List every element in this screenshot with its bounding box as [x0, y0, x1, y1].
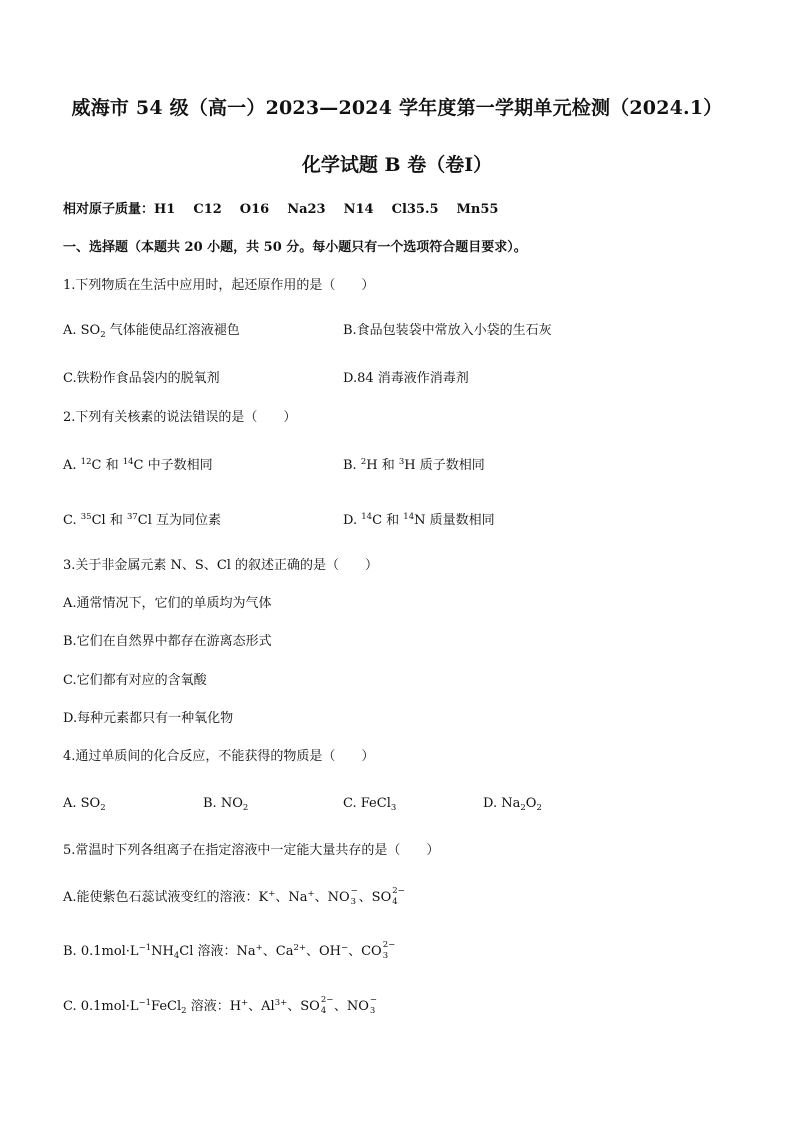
question-1-option-b: B.食品包装袋中常放入小袋的生石灰	[343, 323, 552, 338]
question-4-stem: 4.通过单质间的化合反应，不能获得的物质是（ ）	[63, 749, 375, 764]
question-5-option-a: A.能使紫色石蕊试液变红的溶液：K+、Na+、NO − 3 、SO 2− 4	[63, 886, 405, 907]
question-4-option-d: D. $Na_2O_2$	[483, 796, 542, 813]
question-4-option-a: A. $SO_2$	[63, 796, 106, 813]
question-1-option-a: A. $SO_2$ 气体能使品红溶液褪色	[63, 323, 240, 340]
question-4-option-c: C. FeCl$_3$	[343, 796, 397, 813]
atomic-mass-o: O16	[239, 202, 270, 217]
question-2-option-d: D. $^{14}$C 和 $^{14}$N 质量数相同	[343, 512, 495, 528]
question-5-stem: 5.常温时下列各组离子在指定溶液中一定能大量共存的是（ ）	[63, 843, 440, 858]
atomic-masses	[63, 201, 498, 219]
question-2-option-c: C. $^{35}$Cl 和 $^{37}$Cl 互为同位素	[63, 512, 222, 528]
question-3-option-d: D.每种元素都只有一种氧化物	[63, 711, 234, 726]
section-heading: 一、选择题（本题共 20 小题，共 50 分。每小题只有一个选项符合题目要求）。	[63, 240, 527, 255]
atomic-mass-cl: Cl35.5	[391, 202, 439, 217]
atomic-mass-n: N14	[343, 202, 374, 217]
atomic-mass-c: C12	[193, 202, 222, 217]
question-5-option-c: C. $0.1mol\cdot L^{-1}FeCl_2$ 溶液：H+、$Al^{3+}$、SO 2− 4 、NO − 3	[63, 995, 377, 1016]
atomic-masses-label: 相对原子质量：	[63, 202, 155, 217]
question-5-option-b: B. $0.1mol\cdot L^{-1}NH_4Cl$ 溶液：Na+、$Ca^{2+}$、OH−、CO 2− 3	[63, 940, 396, 961]
exam-title: 威海市 54 级（高一）2023—2024 学年度第一学期单元检测（2024.1）	[71, 97, 723, 119]
atomic-mass-h: H1	[154, 202, 176, 217]
question-3-option-b: B.它们在自然界中都存在游离态形式	[63, 634, 272, 649]
question-1-option-d: D.84 消毒液作消毒剂	[343, 371, 469, 386]
atomic-mass-mn: Mn55	[456, 202, 499, 217]
atomic-mass-na: Na23	[287, 202, 326, 217]
question-2-stem: 2.下列有关核素的说法错误的是（ ）	[63, 410, 297, 425]
question-3-stem: 3.关于非金属元素 N、S、Cl 的叙述正确的是（ ）	[63, 558, 379, 573]
question-1-stem: 1.下列物质在生活中应用时，起还原作用的是（ ）	[63, 278, 375, 293]
question-1-option-c: C.铁粉作食品袋内的脱氧剂	[63, 371, 220, 386]
exam-subtitle: 化学试题 B 卷（卷Ⅰ）	[301, 154, 493, 176]
question-3-option-a: A.通常情况下，它们的单质均为气体	[63, 596, 272, 611]
question-2-option-a: A. $^{12}$C 和 $^{14}$C 中子数相同	[63, 457, 213, 473]
question-2-option-b: B. $^2$H 和 $^3$H 质子数相同	[343, 457, 485, 473]
question-3-option-c: C.它们都有对应的含氧酸	[63, 673, 207, 688]
question-4-option-b: B. $NO_2$	[203, 796, 249, 813]
